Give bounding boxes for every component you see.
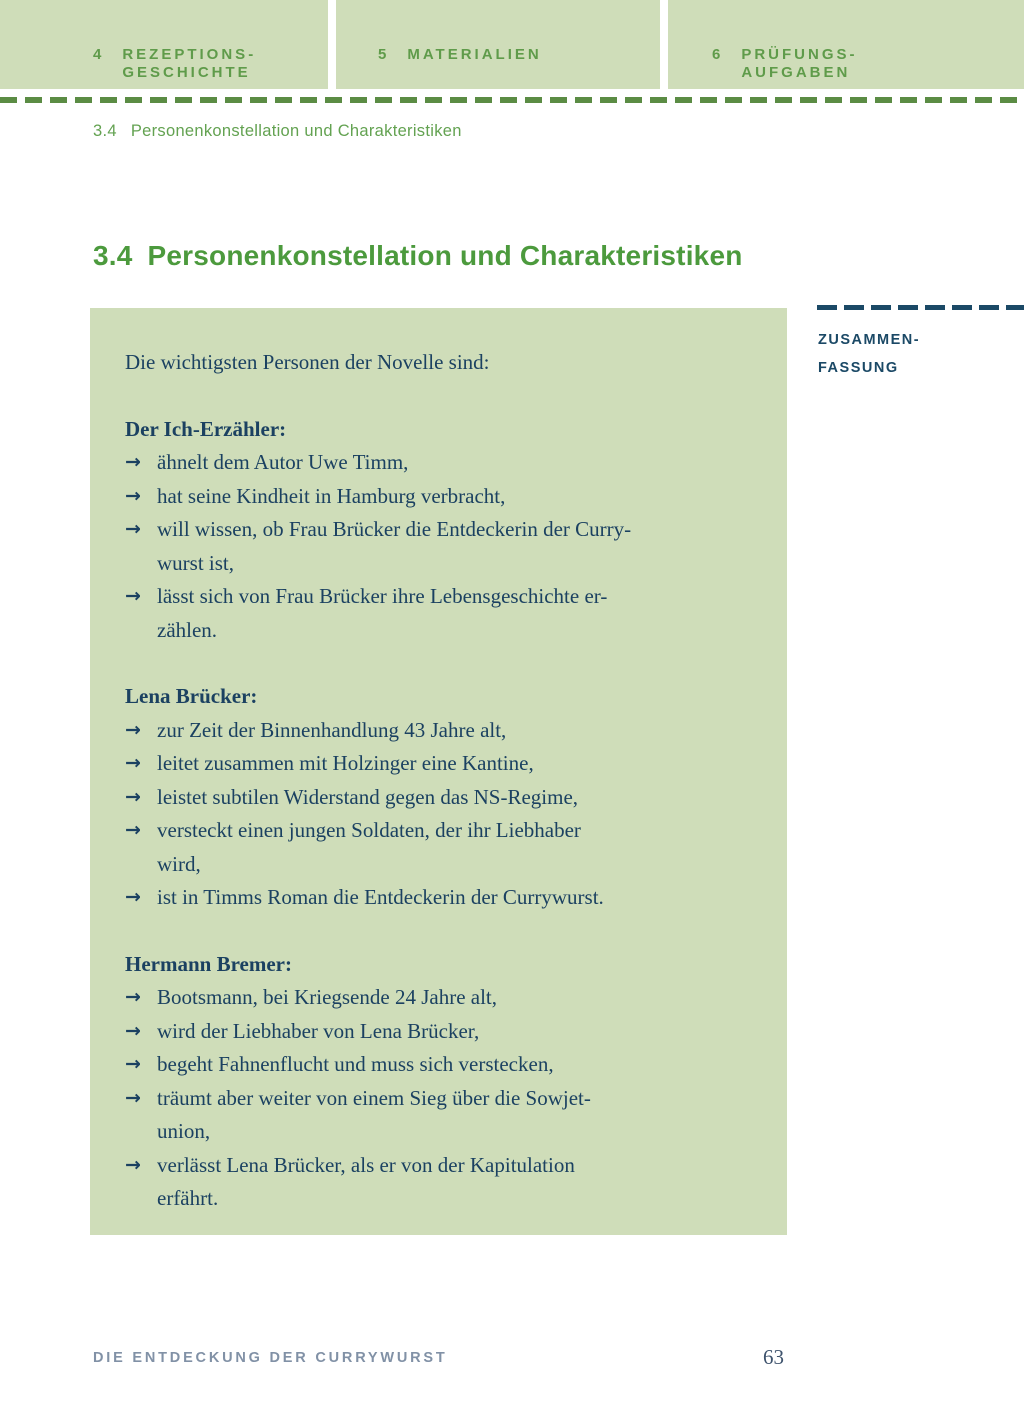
list-item: → begeht Fahnenflucht und muss sich verstecken, <box>125 1048 751 1082</box>
arrow-bullet-icon: → <box>125 986 141 1008</box>
arrow-bullet-icon: → <box>125 1019 141 1042</box>
arrow-bullet-icon: → <box>125 1153 141 1176</box>
character-section-ich-erzaehler <box>125 413 751 648</box>
breadcrumb-number: 3.4 <box>93 122 117 140</box>
tab-divider <box>660 0 668 89</box>
arrow-bullet-icon: → <box>125 585 141 607</box>
tab-materialien <box>336 0 660 89</box>
character-section-hermann-bremer <box>125 948 751 1216</box>
chapter-tabs-row <box>0 0 1024 89</box>
arrow-bullet-icon: → <box>125 718 141 741</box>
tab-pruefungsaufgaben <box>668 0 1024 89</box>
list-item: → lässt sich von Frau Brücker ihre Lebensgeschichte er- zählen. <box>125 580 751 647</box>
list-item: → träumt aber weiter von einem Sieg über die Sowjet- union, <box>125 1082 751 1149</box>
list-item: → will wissen, ob Frau Brücker die Entdeckerin der Curry- wurst ist, <box>125 513 751 580</box>
arrow-bullet-icon: → <box>125 819 141 841</box>
arrow-bullet-icon: → <box>125 886 141 908</box>
tab-divider <box>328 0 336 89</box>
summary-dashed-rule <box>817 305 1024 310</box>
breadcrumb <box>93 122 462 141</box>
summary-intro: Die wichtigsten Personen der Novelle sind: <box>125 350 490 374</box>
arrow-bullet-icon: → <box>125 518 141 540</box>
bullet-list <box>125 981 751 1216</box>
footer-book-title: DIE ENTDECKUNG DER CURRYWURST <box>93 1350 448 1366</box>
summary-margin-label: ZUSAMMEN- FASSUNG <box>818 332 921 376</box>
tab-label: PRÜFUNGS- AUFGABEN <box>741 46 858 81</box>
footer-page-number: 63 <box>763 1345 784 1369</box>
arrow-bullet-icon: → <box>125 484 141 507</box>
list-item: → Bootsmann, bei Kriegsende 24 Jahre alt, <box>125 981 751 1015</box>
section-heading: Hermann Bremer: <box>125 951 292 976</box>
arrow-bullet-icon: → <box>125 1053 141 1075</box>
arrow-bullet-icon: → <box>125 451 141 473</box>
list-item: → versteckt einen jungen Soldaten, der ihr Liebhaber wird, <box>125 814 751 881</box>
list-item: → hat seine Kindheit in Hamburg verbracht, <box>125 480 751 514</box>
list-item: → leitet zusammen mit Holzinger eine Kantine, <box>125 747 751 781</box>
tab-label: REZEPTIONS- GESCHICHTE <box>122 46 257 81</box>
tab-number: 4 <box>93 46 105 63</box>
page-title-text: Personenkonstellation und Charakteristiken <box>147 240 743 271</box>
bullet-list <box>125 714 751 915</box>
arrow-bullet-icon: → <box>125 1086 141 1109</box>
list-item: → zur Zeit der Binnenhandlung 43 Jahre alt, <box>125 714 751 748</box>
page-title <box>93 240 743 272</box>
section-heading: Der Ich-Erzähler: <box>125 416 287 441</box>
tab-number: 5 <box>378 46 390 63</box>
page-title-number: 3.4 <box>93 240 133 271</box>
tab-label: MATERIALIEN <box>407 46 542 63</box>
character-section-lena-bruecker <box>125 680 751 915</box>
list-item: → ähnelt dem Autor Uwe Timm, <box>125 446 751 480</box>
bullet-list <box>125 446 751 647</box>
arrow-bullet-icon: → <box>125 752 141 774</box>
summary-box <box>90 308 787 1235</box>
list-item: → leistet subtilen Widerstand gegen das NS-Regime, <box>125 781 751 815</box>
breadcrumb-text: Personenkonstellation und Charakteristiken <box>130 122 462 140</box>
tab-number: 6 <box>712 46 724 63</box>
list-item: → verlässt Lena Brücker, als er von der Kapitulation erfährt. <box>125 1149 751 1216</box>
header-dashed-rule <box>0 97 1024 103</box>
tab-rezeptionsgeschichte <box>0 0 328 89</box>
section-heading: Lena Brücker: <box>125 684 258 708</box>
arrow-bullet-icon: → <box>125 785 141 808</box>
list-item: → wird der Liebhaber von Lena Brücker, <box>125 1015 751 1049</box>
list-item: → ist in Timms Roman die Entdeckerin der Currywurst. <box>125 881 751 915</box>
